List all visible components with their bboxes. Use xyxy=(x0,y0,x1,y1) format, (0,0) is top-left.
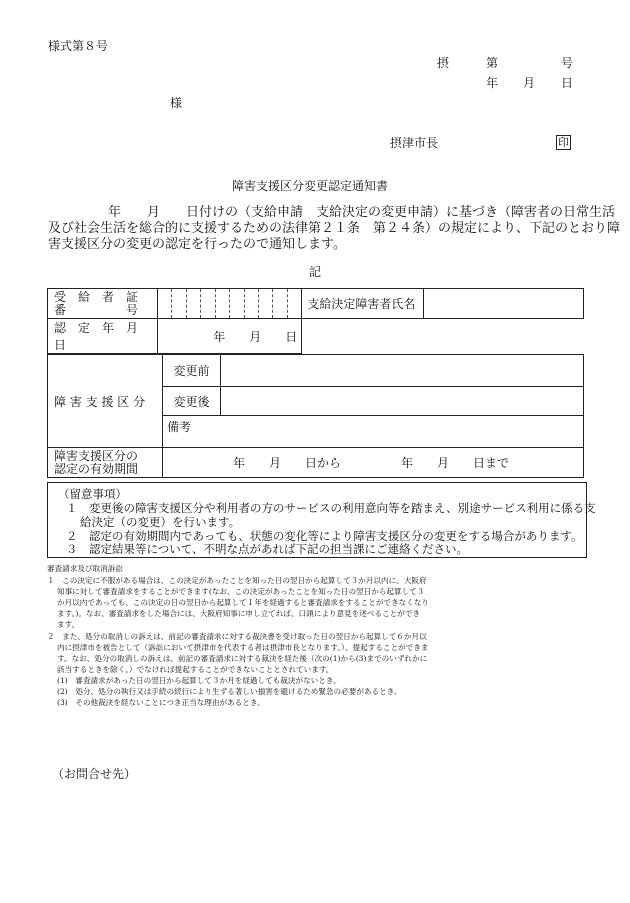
document-title: 障害支援区分変更認定通知書 xyxy=(232,179,389,193)
appeal-heading: 審査請求及び取消訴訟 xyxy=(47,564,123,573)
category-table xyxy=(47,354,584,478)
ki-mark: 記 xyxy=(309,265,322,279)
appeal-line-6: ２ また、処分の取消しの訴えは、前記の審査請求に対する裁決書を受け取った日の翌日から起算して６か月以 xyxy=(47,632,427,641)
appeal-line-8: す。なお、処分の取消しの訴えは、前記の審査請求に対する裁決を経た後（次の(1)から(3)までのいずれかに xyxy=(57,654,428,663)
body-line-1: 年 月 日付けの（支給申請 支給決定の変更申請）に基づき（障害者の日常生活 xyxy=(108,205,616,220)
appeal-line-2: 知事に対して審査請求をすることができます(なお、この決定があったことを知った日の翌日から起算して３ xyxy=(57,587,425,596)
period-label-l1: 障害支援区分の xyxy=(54,448,139,463)
form-number: 様式第８号 xyxy=(48,39,109,53)
ref-go: 号 xyxy=(561,56,574,70)
remarks-label: 備考 xyxy=(167,420,192,434)
ref-prefix: 摂 xyxy=(437,56,450,70)
note-3: ３ 認定結果等について、不明な点があれば下記の担当課にご連絡ください。 xyxy=(66,542,469,556)
seal-mark: 印 xyxy=(558,136,569,149)
recipient-table xyxy=(47,288,584,354)
appeal-line-12: (3) その他裁決を経ないことにつき正当な理由があるとき。 xyxy=(57,698,265,707)
issuer-name: 摂津市長 xyxy=(390,136,439,150)
notes-heading: （留意事項） xyxy=(58,487,127,501)
recipient-no-label xyxy=(48,289,158,319)
recipient-sama: 様 xyxy=(170,96,183,110)
body-line-2: 及び社会生活を総合的に支援するための法律第２１条 第２４条）の規定により、下記のとおり障 xyxy=(48,221,621,236)
note-1b: 給決定（の変更）を行います。 xyxy=(80,515,241,529)
contact-label: （お問合せ先） xyxy=(52,767,137,781)
cert-date-label: 認 定 年 月 日 xyxy=(48,319,158,354)
note-1a: １ 変更後の障害支援区分や利用者の方のサービスの利用意向等を踏まえ、別途サービス利用に係る支 xyxy=(66,501,596,515)
recipient-no-label-l1: 受 給 者 証 xyxy=(54,289,139,304)
notes-box xyxy=(47,482,596,558)
body-line-3: 害支援区分の変更の認定を行ったので通知します。 xyxy=(48,237,346,252)
date-month: 月 xyxy=(523,76,536,90)
period-label xyxy=(48,448,163,478)
appeal-line-5: ます。 xyxy=(57,620,80,629)
after-field[interactable] xyxy=(221,387,584,416)
appeal-line-11: (2) 処分、処分の執行又は手続の続行により生ずる著しい損害を避けるため緊急の必要があるとき。 xyxy=(57,687,402,696)
appeal-line-9: 該当するときを除く。）でなければ提起することができないこととされています。 xyxy=(57,665,334,674)
remarks-field[interactable] xyxy=(163,416,584,448)
before-field[interactable] xyxy=(221,355,584,387)
appeal-line-10: (1) 審査請求があった日の翌日から起算して３か月を経過しても裁決がないとき。 xyxy=(57,676,341,685)
appeal-line-1: １ この決定に不服がある場合は、この決定があったことを知った日の翌日から起算して３か月以内に、大阪府 xyxy=(47,576,427,585)
period-value[interactable]: 年 月 日から 年 月 日まで xyxy=(163,448,584,478)
period-label-l2: 認定の有効期間 xyxy=(54,461,139,476)
recipient-name-field[interactable] xyxy=(423,289,583,319)
after-label: 変更後 xyxy=(163,387,221,416)
category-label: 障 害 支 援 区 分 xyxy=(48,355,163,448)
appeal-line-7: 内に摂津市を被告として（訴訟において摂津市を代表する者は摂津市長となります。）、提起することができま xyxy=(57,643,429,652)
recipient-no-label-l2: 番 号 xyxy=(54,302,139,317)
note-2: ２ 認定の有効期間内であっても、状態の変化等により障害支援区分の変更をする場合があります。 xyxy=(66,529,583,543)
before-label: 変更前 xyxy=(163,355,221,387)
date-year: 年 xyxy=(486,76,499,90)
ref-dai: 第 xyxy=(486,56,499,70)
recipient-name-label: 支給決定障害者氏名 xyxy=(302,289,423,319)
recipient-no-field[interactable] xyxy=(157,289,301,319)
appeal-line-3: か月以内であっても、この決定の日の翌日から起算して１年を経過すると審査請求をすることができなくなり xyxy=(57,598,430,607)
date-day: 日 xyxy=(561,76,574,90)
cert-date-value[interactable]: 年 月 日 xyxy=(157,319,301,354)
appeal-line-4: ます。)。なお、審査請求をした場合には、大阪府知事に申し立てれば、口頭により意見を述べることができ xyxy=(57,609,421,618)
